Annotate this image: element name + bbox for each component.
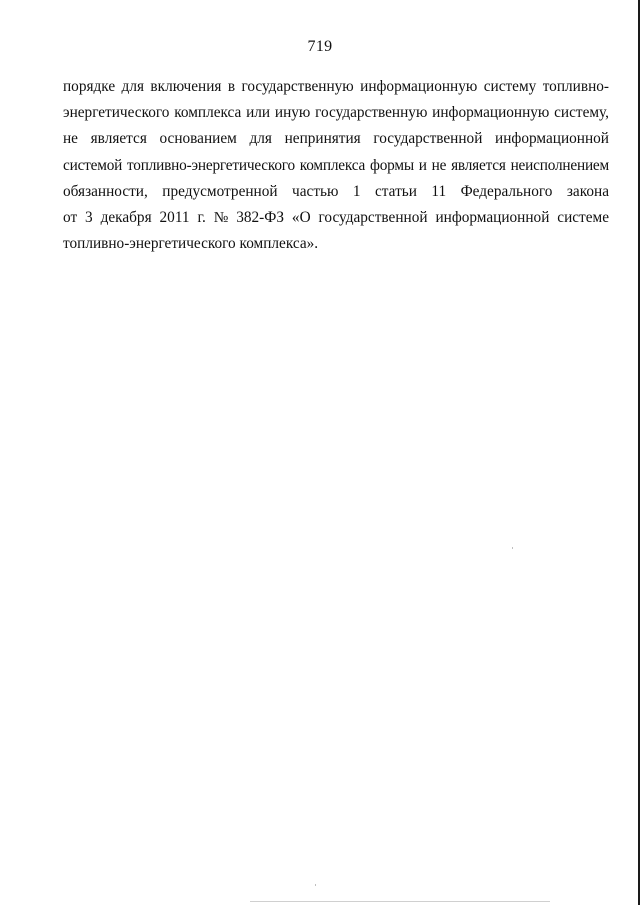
scan-edge-bottom xyxy=(250,901,550,902)
paragraph-line: энергетического комплекса или иную государственную информационную систему, xyxy=(63,104,609,122)
scan-speck xyxy=(512,547,513,549)
paragraph-line: топливно-энергетического комплекса». xyxy=(63,235,319,253)
scan-speck xyxy=(315,884,316,886)
paragraph-line: от 3 декабря 2011 г. № 382-ФЗ «О государственной информационной системе xyxy=(63,209,609,227)
paragraph-line: порядке для включения в государственную информационную систему топливно- xyxy=(63,78,609,95)
paragraph-line: обязанности, предусмотренной частью 1 статьи 11 Федерального закона xyxy=(63,182,609,200)
paragraph-line: системой топливно-энергетического комплекса формы и не является неисполнением xyxy=(63,156,609,174)
page-number: 719 xyxy=(307,38,333,55)
paragraph-line: не является основанием для непринятия государственной информационной xyxy=(63,130,609,148)
body-paragraph xyxy=(63,74,609,257)
